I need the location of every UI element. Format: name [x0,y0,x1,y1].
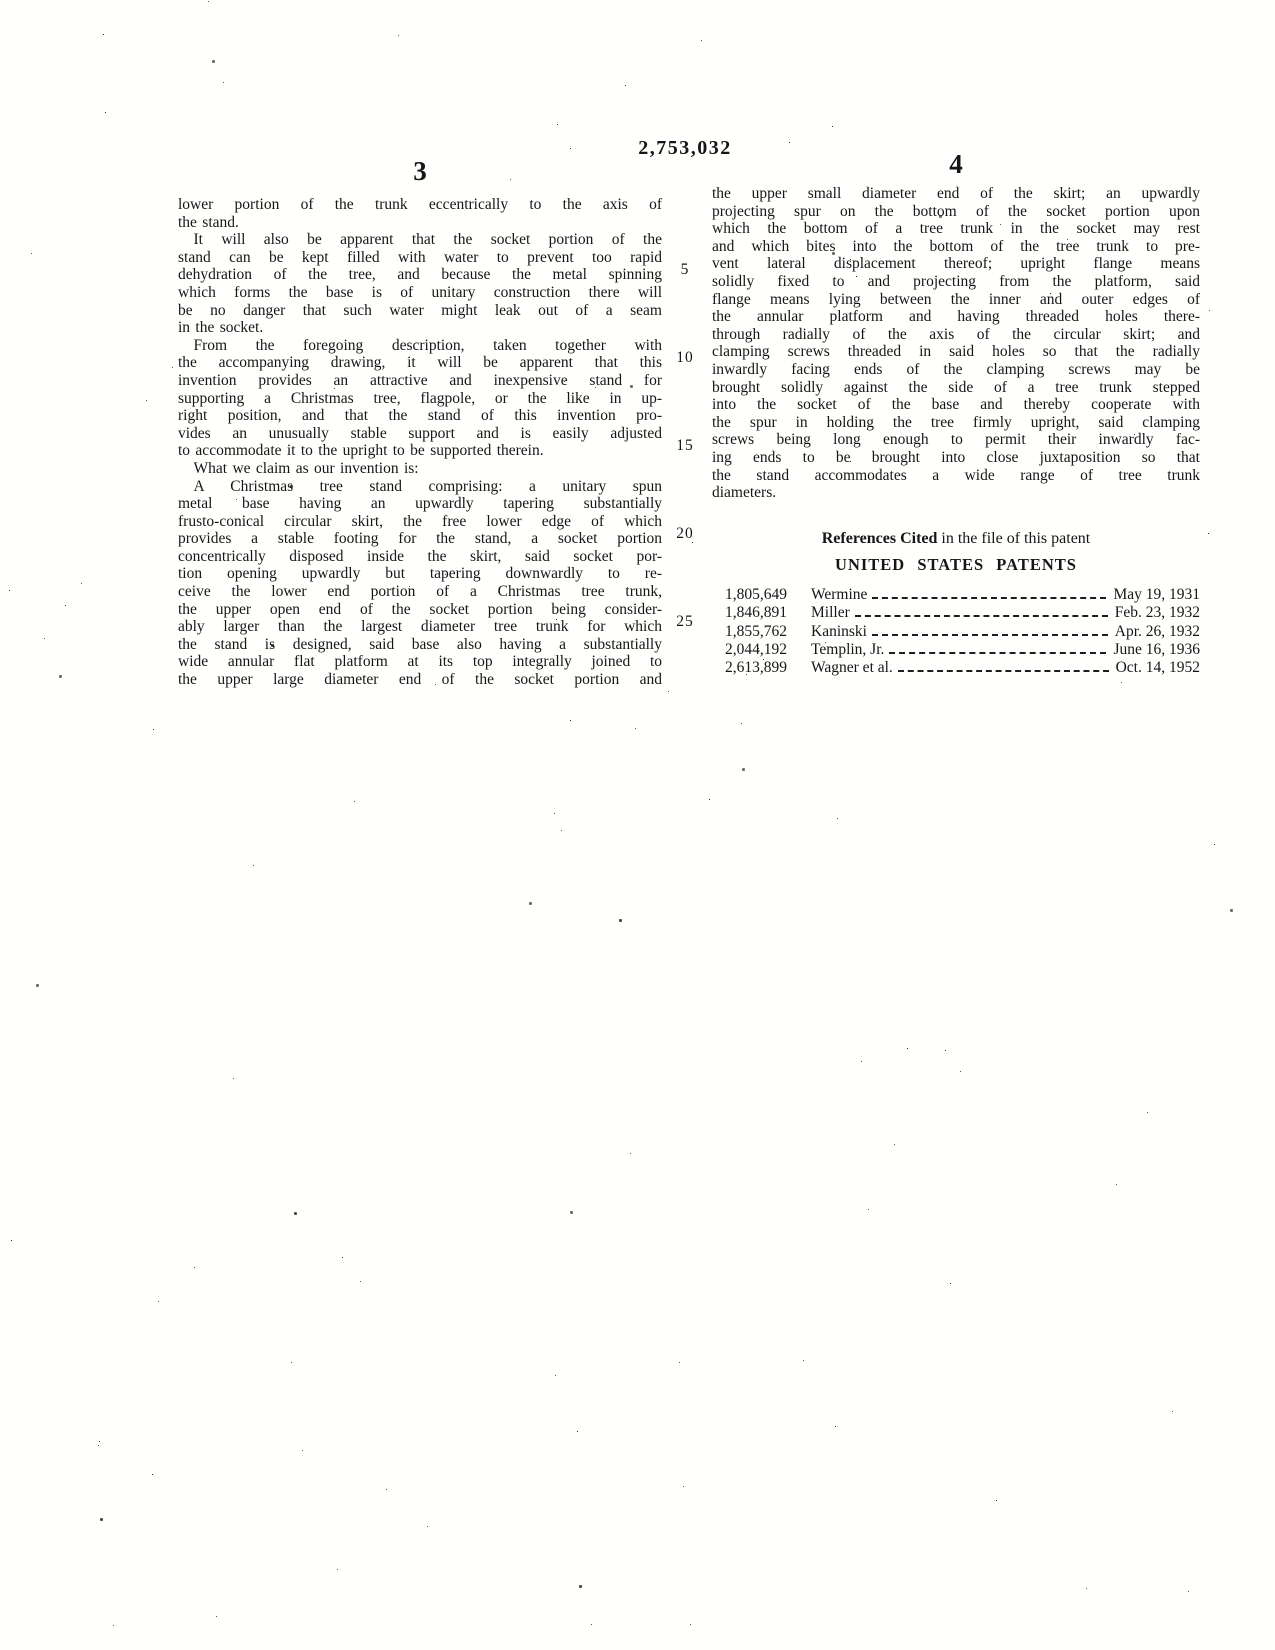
text-line: which the bottom of a tree trunk in the socket may rest [712,220,1200,238]
text-line: clamping screws threaded in said holes so that the radially [712,343,1200,361]
reference-date: May 19, 1931 [1113,585,1200,603]
text-line: the annular platform and having threaded holes there- [712,308,1200,326]
reference-inventor-name: Templin, Jr. [811,640,885,658]
text-line: frusto-conical circular skirt, the free lower edge of which [178,512,662,530]
reference-inventor-name: Wagner et al. [811,659,893,677]
text-line: ceive the lower end portion of a Christmas tree trunk, [178,583,662,601]
reference-date: Apr. 26, 1932 [1114,622,1200,640]
text-line: concentrically disposed inside the skirt, said socket por- [178,547,662,565]
text-line: ably larger than the largest diameter tree trunk for which [178,618,662,636]
reference-date: Oct. 14, 1952 [1115,659,1200,677]
text-line: the spur in holding the tree firmly upright, said clamping [712,413,1200,431]
scan-noise [0,0,1,1]
text-line: projecting spur on the bottom of the socket portion upon [712,202,1200,220]
text-line: tion opening upwardly but tapering downwardly to re- [178,565,662,583]
page-number-right: 4 [949,149,963,179]
right-column-lines [712,185,1200,502]
text-line: into the socket of the base and thereby cooperate with [712,396,1200,414]
references-heading-rest: in the file of this patent [937,529,1091,547]
text-line: It will also be apparent that the socket portion of the [178,231,662,249]
text-line: What we claim as our invention is: [178,459,419,477]
text-line: which forms the base is of unitary construction there will [178,283,662,301]
text-line: wide annular flat platform at its top integrally joined to [178,653,662,671]
text-line: supporting a Christmas tree, flagpole, or the like in up- [178,389,662,407]
text-line: dehydration of the tree, and because the metal spinning [178,266,662,284]
text-line: the stand. [178,213,239,231]
text-line: the accompanying drawing, it will be apparent that this [178,354,662,372]
text-line: the upper large diameter end of the socket portion and [178,671,662,689]
line-number: 15 [676,437,694,454]
reference-row [712,604,1200,622]
reference-patent-number: 1,805,649 [725,585,787,603]
text-line: inwardly facing ends of the clamping screws may be [712,360,1200,378]
line-number: 10 [676,349,694,366]
text-line: ing ends to be brought into close juxtaposition so that [712,448,1200,466]
line-number: 5 [680,261,690,278]
text-line: and which bites into the bottom of the tree trunk to pre- [712,237,1200,255]
dash-leader [898,670,1109,672]
text-line: the upper small diameter end of the skirt; an upwardly [712,185,1200,202]
reference-row [712,622,1200,640]
dash-leader [889,652,1106,654]
text-line: vides an unusually stable support and is easily adjusted [178,424,662,442]
text-line: invention provides an attractive and inexpensive stand for [178,371,662,389]
references-table [712,586,1200,677]
line-number: 25 [676,613,694,630]
text-line: provides a stable footing for the stand, a socket portion [178,530,662,548]
text-line: be no danger that such water might leak out of a seam [178,301,662,319]
reference-date: Feb. 23, 1932 [1114,604,1200,622]
reference-row [712,641,1200,659]
text-line: flange means lying between the inner and outer edges of [712,290,1200,308]
text-line: metal base having an upwardly tapering substantially [178,495,662,513]
text-line: screws being long enough to permit their inwardly fac- [712,431,1200,449]
reference-patent-number: 2,613,899 [725,659,787,677]
text-line: brought solidly against the side of a tree trunk stepped [712,378,1200,396]
reference-inventor-name: Wermine [811,585,868,603]
text-line: stand can be kept filled with water to prevent too rapid [178,248,662,266]
text-line: right position, and that the stand of this invention pro- [178,407,662,425]
text-line: A Christmas tree stand comprising: a unitary spun [178,477,662,495]
references-subheading: UNITED STATES PATENTS [835,554,1077,574]
references-heading-bold: References Cited [821,529,938,547]
dash-leader [872,597,1106,599]
reference-patent-number: 1,846,891 [725,604,787,622]
text-line: in the socket. [178,319,264,337]
text-line: From the foregoing description, taken together with [178,336,662,354]
text-line: the stand is designed, said base also having a substantially [178,635,662,653]
reference-patent-number: 2,044,192 [725,640,787,658]
left-column [178,196,662,689]
reference-row [712,586,1200,604]
line-number: 20 [676,525,694,542]
text-line: the stand accommodates a wide range of tree trunk [712,466,1200,484]
text-line: to accommodate it to the upright to be supported therein. [178,442,544,460]
right-column [712,185,1200,677]
dash-leader [855,615,1108,617]
line-number-gutter [664,261,706,701]
reference-date: June 16, 1936 [1113,640,1200,658]
references-section [712,530,1200,677]
page-number-left: 3 [413,156,427,186]
references-heading [712,530,1200,548]
reference-inventor-name: Kaninski [811,622,867,640]
dash-leader [872,634,1108,636]
text-line: lower portion of the trunk eccentrically to the axis of [178,196,662,213]
reference-inventor-name: Miller [811,604,850,622]
reference-row [712,659,1200,677]
reference-patent-number: 1,855,762 [725,622,787,640]
patent-number: 2,753,032 [638,137,732,159]
text-line: through radially of the axis of the circular skirt; and [712,325,1200,343]
text-line: solidly fixed to and projecting from the platform, said [712,272,1200,290]
text-line: the upper open end of the socket portion being consider- [178,600,662,618]
text-line: vent lateral displacement thereof; upright flange means [712,255,1200,273]
text-line: diameters. [712,484,777,502]
